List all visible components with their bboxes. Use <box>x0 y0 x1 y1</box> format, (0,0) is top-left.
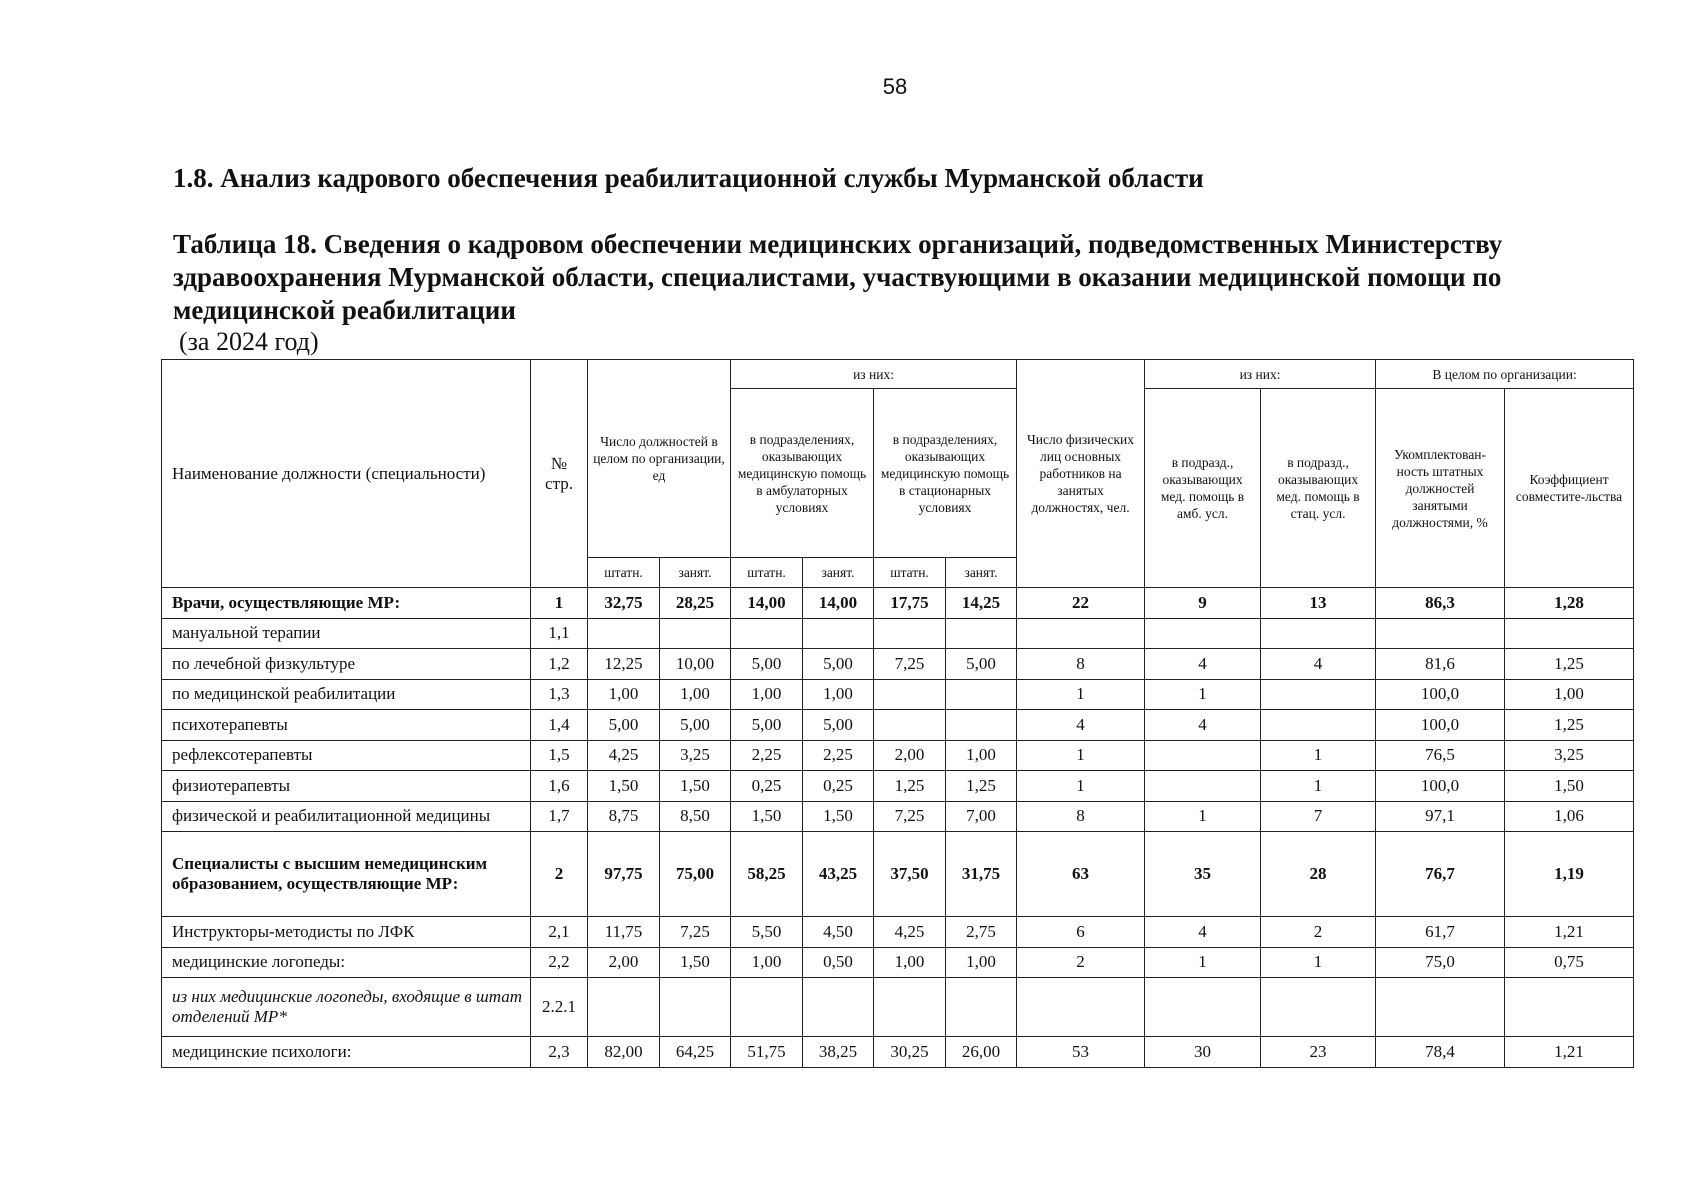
cell-value: 32,75 <box>588 588 660 619</box>
cell-name: медицинские логопеды: <box>162 947 531 978</box>
cell-value: 43,25 <box>803 832 874 917</box>
cell-value: 4 <box>1145 710 1261 741</box>
cell-name: рефлексотерапевты <box>162 740 531 771</box>
cell-value: 2 <box>1261 917 1376 948</box>
cell-value: 1,00 <box>1505 679 1634 710</box>
cell-value: 1,19 <box>1505 832 1634 917</box>
cell-value: 75,0 <box>1376 947 1505 978</box>
cell-value: 14,25 <box>946 588 1017 619</box>
header-persons: Число физических лиц основных работников на занятых должностях, чел. <box>1017 360 1145 588</box>
cell-value: 1,00 <box>803 679 874 710</box>
cell-value <box>946 679 1017 710</box>
cell-no: 1,5 <box>531 740 588 771</box>
cell-value: 1,28 <box>1505 588 1634 619</box>
cell-value: 28,25 <box>660 588 731 619</box>
cell-value: 75,00 <box>660 832 731 917</box>
page-number: 58 <box>882 74 908 99</box>
cell-value: 2,00 <box>874 740 946 771</box>
header-occupied: занят. <box>803 558 874 588</box>
cell-value: 8 <box>1017 649 1145 680</box>
cell-value: 1 <box>1145 947 1261 978</box>
cell-value: 1,25 <box>946 771 1017 802</box>
cell-value <box>1261 978 1376 1037</box>
cell-value: 4,50 <box>803 917 874 948</box>
cell-value: 5,00 <box>946 649 1017 680</box>
cell-name: из них медицинские логопеды, входящие в штат отделений МР* <box>162 978 531 1037</box>
cell-value <box>946 710 1017 741</box>
cell-value: 5,00 <box>803 710 874 741</box>
cell-value: 78,4 <box>1376 1037 1505 1068</box>
cell-value: 5,00 <box>731 710 803 741</box>
cell-name: по медицинской реабилитации <box>162 679 531 710</box>
table-row <box>162 801 1634 832</box>
cell-value: 0,25 <box>803 771 874 802</box>
header-inpatient: в подразделениях, оказывающих медицинскую помощь в стационарных условиях <box>874 389 1017 558</box>
header-staffing: Укомплектован-ность штатных должностей занятыми должностями, % <box>1376 389 1505 588</box>
cell-value <box>874 679 946 710</box>
cell-value: 81,6 <box>1376 649 1505 680</box>
cell-value: 1,25 <box>1505 710 1634 741</box>
cell-name: Инструкторы-методисты по ЛФК <box>162 917 531 948</box>
header-amb-units: в подразд., оказывающих мед. помощь в амб. усл. <box>1145 389 1261 588</box>
cell-value: 86,3 <box>1376 588 1505 619</box>
cell-value <box>1505 978 1634 1037</box>
cell-value: 30 <box>1145 1037 1261 1068</box>
cell-value <box>946 978 1017 1037</box>
cell-value <box>803 618 874 649</box>
cell-value: 100,0 <box>1376 771 1505 802</box>
header-stat-units: в подразд., оказывающих мед. помощь в стац. усл. <box>1261 389 1376 588</box>
cell-value: 1 <box>1261 740 1376 771</box>
cell-value: 1,00 <box>731 947 803 978</box>
cell-value: 5,00 <box>588 710 660 741</box>
cell-value <box>1017 618 1145 649</box>
header-staff: штатн. <box>588 558 660 588</box>
cell-value: 1,00 <box>946 947 1017 978</box>
cell-value: 13 <box>1261 588 1376 619</box>
cell-value: 61,7 <box>1376 917 1505 948</box>
header-occupied: занят. <box>946 558 1017 588</box>
table-row <box>162 771 1634 802</box>
cell-name: физической и реабилитационной медицины <box>162 801 531 832</box>
cell-value: 2 <box>1017 947 1145 978</box>
cell-value: 97,75 <box>588 832 660 917</box>
cell-no: 1,3 <box>531 679 588 710</box>
cell-value: 23 <box>1261 1037 1376 1068</box>
cell-value: 28 <box>1261 832 1376 917</box>
cell-value: 4,25 <box>874 917 946 948</box>
cell-value: 1,50 <box>588 771 660 802</box>
cell-value: 1,21 <box>1505 917 1634 948</box>
staffing-table <box>161 359 1634 1068</box>
cell-value: 0,25 <box>731 771 803 802</box>
cell-value: 1 <box>1017 740 1145 771</box>
cell-no: 2 <box>531 832 588 917</box>
cell-name: физиотерапевты <box>162 771 531 802</box>
cell-value: 30,25 <box>874 1037 946 1068</box>
table-row <box>162 832 1634 917</box>
cell-no: 2,2 <box>531 947 588 978</box>
cell-value: 8,75 <box>588 801 660 832</box>
cell-value: 8 <box>1017 801 1145 832</box>
cell-value <box>946 618 1017 649</box>
cell-value <box>1376 618 1505 649</box>
cell-value <box>874 978 946 1037</box>
cell-name: медицинские психологи: <box>162 1037 531 1068</box>
cell-value <box>1145 618 1261 649</box>
cell-value <box>1505 618 1634 649</box>
cell-value: 5,00 <box>731 649 803 680</box>
header-ambulatory: в подразделениях, оказывающих медицинскую помощь в амбулаторных условиях <box>731 389 874 558</box>
header-staff: штатн. <box>874 558 946 588</box>
cell-value <box>731 618 803 649</box>
cell-value: 76,7 <box>1376 832 1505 917</box>
cell-no: 2.2.1 <box>531 978 588 1037</box>
cell-value: 17,75 <box>874 588 946 619</box>
cell-value: 7,25 <box>874 801 946 832</box>
table-row <box>162 917 1634 948</box>
cell-value: 1 <box>1017 679 1145 710</box>
cell-value: 82,00 <box>588 1037 660 1068</box>
cell-no: 1,1 <box>531 618 588 649</box>
cell-value: 58,25 <box>731 832 803 917</box>
table-row <box>162 679 1634 710</box>
cell-value <box>1261 679 1376 710</box>
cell-value: 5,00 <box>660 710 731 741</box>
cell-name: Специалисты с высшим немедицинским образованием, осуществляющие МР: <box>162 832 531 917</box>
cell-value: 1,00 <box>588 679 660 710</box>
cell-value <box>1145 740 1261 771</box>
header-of-them-1: из них: <box>731 360 1017 389</box>
cell-value: 2,25 <box>731 740 803 771</box>
cell-value: 3,25 <box>1505 740 1634 771</box>
cell-value: 35 <box>1145 832 1261 917</box>
cell-value <box>803 978 874 1037</box>
table-period: (за 2024 год) <box>179 327 319 356</box>
cell-no: 2,1 <box>531 917 588 948</box>
cell-value: 4 <box>1017 710 1145 741</box>
cell-value <box>1145 771 1261 802</box>
cell-value <box>1261 710 1376 741</box>
cell-value: 7,25 <box>874 649 946 680</box>
cell-value: 4 <box>1261 649 1376 680</box>
cell-value <box>1261 618 1376 649</box>
cell-name: по лечебной физкультуре <box>162 649 531 680</box>
cell-value: 10,00 <box>660 649 731 680</box>
cell-value: 53 <box>1017 1037 1145 1068</box>
table-body <box>162 588 1634 1068</box>
cell-value: 0,75 <box>1505 947 1634 978</box>
cell-value: 37,50 <box>874 832 946 917</box>
cell-no: 1,6 <box>531 771 588 802</box>
cell-value: 12,25 <box>588 649 660 680</box>
cell-value: 1,50 <box>731 801 803 832</box>
cell-value: 31,75 <box>946 832 1017 917</box>
cell-value <box>660 978 731 1037</box>
table-row <box>162 947 1634 978</box>
cell-value: 7,25 <box>660 917 731 948</box>
cell-value: 1 <box>1017 771 1145 802</box>
cell-value: 2,25 <box>803 740 874 771</box>
cell-no: 1,2 <box>531 649 588 680</box>
cell-value: 38,25 <box>803 1037 874 1068</box>
cell-no: 1,7 <box>531 801 588 832</box>
cell-name: мануальной терапии <box>162 618 531 649</box>
cell-value: 5,50 <box>731 917 803 948</box>
cell-value: 1,00 <box>946 740 1017 771</box>
table-caption: Таблица 18. Сведения о кадровом обеспечении медицинских организаций, подведомственных Министерству здравоохранения Мурманской области, специалистами, участвующими в оказании медицинской помощи по медицинской реабилитации <box>173 229 1503 325</box>
cell-value: 6 <box>1017 917 1145 948</box>
cell-value <box>874 710 946 741</box>
cell-value <box>1376 978 1505 1037</box>
cell-value: 8,50 <box>660 801 731 832</box>
cell-value: 64,25 <box>660 1037 731 1068</box>
header-row-no: № стр. <box>531 360 588 588</box>
header-name: Наименование должности (специальности) <box>162 360 531 588</box>
cell-value: 1,50 <box>1505 771 1634 802</box>
cell-value: 97,1 <box>1376 801 1505 832</box>
cell-value: 1,00 <box>874 947 946 978</box>
cell-value: 11,75 <box>588 917 660 948</box>
cell-value <box>660 618 731 649</box>
cell-value: 1,25 <box>874 771 946 802</box>
cell-value <box>874 618 946 649</box>
cell-name: психотерапевты <box>162 710 531 741</box>
cell-value: 22 <box>1017 588 1145 619</box>
cell-value: 76,5 <box>1376 740 1505 771</box>
cell-value: 1 <box>1261 771 1376 802</box>
table-row <box>162 649 1634 680</box>
cell-value: 1,50 <box>660 771 731 802</box>
cell-value: 100,0 <box>1376 710 1505 741</box>
cell-no: 2,3 <box>531 1037 588 1068</box>
table-row <box>162 1037 1634 1068</box>
cell-value: 1,21 <box>1505 1037 1634 1068</box>
cell-no: 1,4 <box>531 710 588 741</box>
cell-value: 7 <box>1261 801 1376 832</box>
cell-value: 100,0 <box>1376 679 1505 710</box>
header-of-them-2: из них: <box>1145 360 1376 389</box>
cell-value: 4 <box>1145 917 1261 948</box>
cell-value <box>1017 978 1145 1037</box>
header-combining: Коэффициент совместите-льства <box>1505 389 1634 588</box>
cell-value: 1 <box>1145 679 1261 710</box>
table-row <box>162 740 1634 771</box>
cell-value: 3,25 <box>660 740 731 771</box>
cell-value: 7,00 <box>946 801 1017 832</box>
cell-value: 4 <box>1145 649 1261 680</box>
cell-value: 26,00 <box>946 1037 1017 1068</box>
cell-value: 51,75 <box>731 1037 803 1068</box>
table-row <box>162 978 1634 1037</box>
table-row <box>162 710 1634 741</box>
cell-value: 14,00 <box>731 588 803 619</box>
cell-value: 1 <box>1145 801 1261 832</box>
table-row <box>162 588 1634 619</box>
cell-value: 9 <box>1145 588 1261 619</box>
cell-value: 2,75 <box>946 917 1017 948</box>
cell-value <box>731 978 803 1037</box>
cell-value: 1,00 <box>660 679 731 710</box>
header-occupied: занят. <box>660 558 731 588</box>
table-header <box>162 360 1634 588</box>
cell-value: 14,00 <box>803 588 874 619</box>
header-org-total: В целом по организации: <box>1376 360 1634 389</box>
cell-value: 1,50 <box>803 801 874 832</box>
cell-value: 1,50 <box>660 947 731 978</box>
cell-value: 5,00 <box>803 649 874 680</box>
cell-value <box>1145 978 1261 1037</box>
header-staff: штатн. <box>731 558 803 588</box>
cell-value <box>588 618 660 649</box>
cell-value <box>588 978 660 1037</box>
cell-name: Врачи, осуществляющие МР: <box>162 588 531 619</box>
cell-value: 63 <box>1017 832 1145 917</box>
cell-no: 1 <box>531 588 588 619</box>
cell-value: 1 <box>1261 947 1376 978</box>
cell-value: 0,50 <box>803 947 874 978</box>
cell-value: 1,00 <box>731 679 803 710</box>
cell-value: 4,25 <box>588 740 660 771</box>
header-positions-total: Число должностей в целом по организации, ед <box>588 360 731 558</box>
table-row <box>162 618 1634 649</box>
cell-value: 2,00 <box>588 947 660 978</box>
section-title: 1.8. Анализ кадрового обеспечения реабилитационной службы Мурманской области <box>173 163 1204 193</box>
cell-value: 1,06 <box>1505 801 1634 832</box>
cell-value: 1,25 <box>1505 649 1634 680</box>
